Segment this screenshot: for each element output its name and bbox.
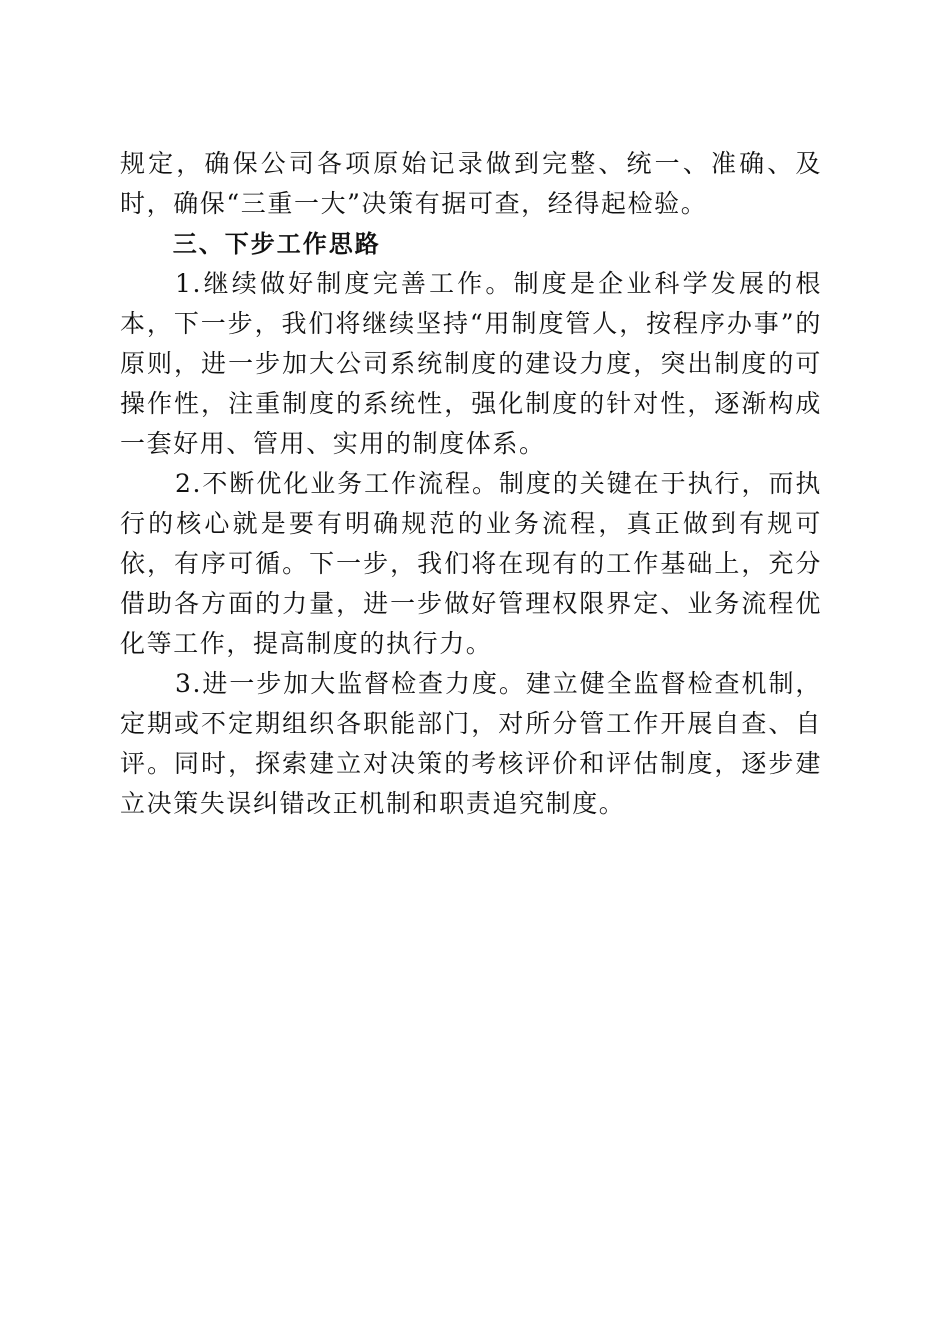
- item-1-paragraph: 1.继续做好制度完善工作。制度是企业科学发展的根本，下一步，我们将继续坚持“用制度管人，按程序办事”的原则，进一步加大公司系统制度的建设力度，突出制度的可操作性，注重制度的系统性，强化制度的针对性，逐渐构成一套好用、管用、实用的制度体系。: [120, 269, 822, 458]
- document-body: [120, 144, 822, 824]
- item-2-paragraph: 2.不断优化业务工作流程。制度的关键在于执行，而执行的核心就是要有明确规范的业务流程，真正做到有规可依，有序可循。下一步，我们将在现有的工作基础上，充分借助各方面的力量，进一步做好管理权限界定、业务流程优化等工作，提高制度的执行力。: [120, 469, 822, 658]
- item-3-paragraph: 3.进一步加大监督检查力度。建立健全监督检查机制，定期或不定期组织各职能部门，对所分管工作开展自查、自评。同时，探索建立对决策的考核评价和评估制度，逐步建立决策失误纠错改正机制和职责追究制度。: [120, 669, 822, 818]
- section-heading: 三、下步工作思路: [172, 230, 381, 258]
- continuation-paragraph: 规定，确保公司各项原始记录做到完整、统一、准确、及时，确保“三重一大”决策有据可查，经得起检验。: [120, 149, 822, 218]
